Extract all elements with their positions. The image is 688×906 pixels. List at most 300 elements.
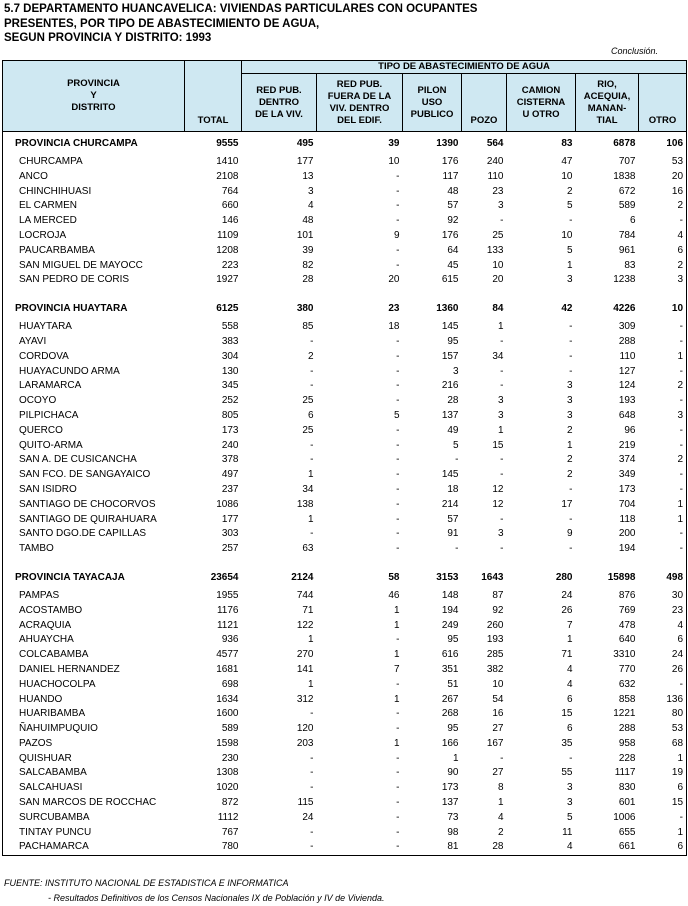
cell-pozo: 87 <box>492 589 504 601</box>
cell-red-pub-fuera: 10 <box>388 156 400 167</box>
cell-red-pub-fuera: 1 <box>393 649 400 661</box>
cell-pozo: 133 <box>486 244 504 256</box>
cell-rio: 173 <box>618 483 636 495</box>
spacer-cell <box>576 288 639 297</box>
cell-total: 2108 <box>216 170 239 182</box>
spacer-row <box>3 288 687 297</box>
cell-camion: 1 <box>566 259 573 271</box>
cell-pozo: 3 <box>497 409 504 421</box>
cell-pilon: - <box>455 454 459 466</box>
cell-pozo: 193 <box>486 634 504 646</box>
district-row <box>3 604 687 619</box>
cell-red-pub-dentro: - <box>310 782 314 794</box>
table-header <box>3 61 687 132</box>
cell-red-pub-dentro: - <box>310 826 314 838</box>
spacer-cell <box>317 288 403 297</box>
cell-otro: 6 <box>639 781 687 796</box>
cell-total: 130 <box>221 365 239 377</box>
cell-camion: 42 <box>561 303 573 315</box>
cell-otro: 3 <box>639 409 687 424</box>
cell-total: 1176 <box>216 604 239 616</box>
cell-rio: 3310 <box>613 649 636 661</box>
header-red-pub-dentro <box>242 74 317 132</box>
cell-camion: 5 <box>566 244 573 256</box>
cell-rio: 640 <box>618 634 636 646</box>
cell-pilon: 145 <box>441 469 459 481</box>
header-line: RED PUB. <box>336 78 383 90</box>
cell-name: HUARIBAMBA <box>3 707 185 722</box>
cell-name: CHINCHIHUASI <box>3 185 185 200</box>
cell-rio: 288 <box>618 335 636 347</box>
cell-red-pub-fuera: - <box>396 498 400 510</box>
district-row <box>3 678 687 693</box>
cell-rio: 704 <box>618 498 636 510</box>
cell-name: SURCUBAMBA <box>3 811 185 826</box>
cell-camion: 2 <box>566 469 573 481</box>
cell-red-pub-dentro: 312 <box>296 693 314 705</box>
cell-pilon: 57 <box>447 513 459 525</box>
cell-otro: 30 <box>639 589 687 604</box>
cell-red-pub-dentro: - <box>310 767 314 779</box>
cell-pozo: 16 <box>492 708 504 720</box>
cell-pozo: 84 <box>492 303 504 315</box>
district-row <box>3 722 687 737</box>
district-row <box>3 513 687 528</box>
cell-pozo: 285 <box>486 649 504 661</box>
cell-red-pub-fuera: - <box>396 469 400 481</box>
title-line-2: PRESENTES, POR TIPO DE ABASTECIMIENTO DE AGUA, <box>4 17 320 30</box>
cell-total: 303 <box>221 528 239 540</box>
cell-pozo: 1 <box>497 424 504 436</box>
cell-red-pub-dentro: - <box>310 335 314 347</box>
cell-otro: 4 <box>639 229 687 244</box>
cell-pilon: 1390 <box>436 138 459 149</box>
cell-red-pub-fuera: 58 <box>388 571 400 583</box>
cell-pozo: 3 <box>497 528 504 540</box>
header-line: U OTRO <box>522 108 560 120</box>
cell-pilon: 214 <box>441 498 459 510</box>
cell-pilon: 18 <box>447 483 459 495</box>
cell-pozo: 28 <box>462 840 507 855</box>
district-row <box>3 527 687 542</box>
cell-pilon: 28 <box>447 395 459 407</box>
cell-rio: 200 <box>618 528 636 540</box>
cell-red-pub-dentro: 85 <box>302 321 314 333</box>
cell-camion: 24 <box>561 589 573 601</box>
cell-red-pub-fuera: 1 <box>393 604 400 616</box>
cell-camion: 55 <box>561 767 573 779</box>
cell-pilon: 145 <box>441 321 459 333</box>
cell-red-pub-fuera: - <box>396 708 400 720</box>
cell-camion: - <box>569 543 573 555</box>
district-row <box>3 619 687 634</box>
cell-pozo: - <box>500 469 504 481</box>
cell-red-pub-dentro: 115 <box>297 797 314 809</box>
cell-otro: - <box>639 394 687 409</box>
cell-red-pub-dentro: 28 <box>302 274 314 286</box>
cell-pozo: 1 <box>497 321 504 333</box>
spacer-cell <box>576 557 639 566</box>
spacer-cell <box>3 557 185 566</box>
cell-camion: 10 <box>561 170 573 182</box>
cell-pilon: 216 <box>441 380 459 392</box>
cell-name: SANTIAGO DE CHOCORVOS <box>3 498 185 513</box>
cell-rio: 632 <box>618 678 636 690</box>
cell-camion: - <box>569 752 573 764</box>
cell-pilon: 615 <box>441 274 459 286</box>
cell-otro: 136 <box>639 693 687 708</box>
cell-pilon: 98 <box>447 826 459 838</box>
header-total: TOTAL <box>185 61 242 132</box>
cell-total: 1681 <box>216 663 239 675</box>
district-row <box>3 663 687 678</box>
cell-red-pub-fuera: - <box>396 723 400 735</box>
header-line: RED PUB. <box>256 84 302 96</box>
cell-otro: 68 <box>639 737 687 752</box>
cell-pilon: 268 <box>441 708 459 720</box>
cell-name: AYAVI <box>3 335 185 350</box>
cell-rio: 601 <box>618 797 636 809</box>
district-row <box>3 737 687 752</box>
cell-red-pub-dentro: 141 <box>296 663 314 675</box>
cell-red-pub-dentro: - <box>310 528 314 540</box>
cell-red-pub-dentro: 82 <box>302 259 314 271</box>
source-note: - Resultados Definitivos de los Censos Nacionales IX de Población y IV de Vivienda. <box>48 893 385 903</box>
cell-otro: 498 <box>639 566 687 589</box>
cell-total: 1308 <box>216 767 239 779</box>
cell-name: SAN ISIDRO <box>3 483 185 498</box>
cell-total: 23654 <box>210 571 239 583</box>
cell-red-pub-fuera: - <box>396 767 400 779</box>
cell-pozo: 8 <box>497 782 504 794</box>
cell-pozo: - <box>500 335 504 347</box>
cell-pozo: 260 <box>486 619 504 631</box>
cell-name: PAZOS <box>3 737 185 752</box>
cell-name: PACHAMARCA <box>3 840 185 855</box>
cell-rio: 15898 <box>607 571 636 583</box>
cell-pilon: 48 <box>447 185 459 197</box>
cell-red-pub-fuera: - <box>396 395 400 407</box>
cell-pozo: 1 <box>497 797 504 809</box>
cell-total: 805 <box>221 409 239 421</box>
cell-pozo: - <box>500 215 504 227</box>
cell-red-pub-fuera: - <box>396 350 400 362</box>
cell-rio: 118 <box>619 513 636 525</box>
cell-rio: 374 <box>618 454 636 466</box>
cell-red-pub-fuera: - <box>396 678 400 690</box>
cell-rio: 309 <box>618 321 636 333</box>
district-row <box>3 483 687 498</box>
cell-red-pub-dentro: 2 <box>307 350 314 362</box>
cell-red-pub-fuera: 1 <box>393 693 400 705</box>
cell-red-pub-fuera: 9 <box>393 229 400 241</box>
cell-pozo: 4 <box>497 811 504 823</box>
cell-total: 1112 <box>217 811 239 823</box>
title-line-1: 5.7 DEPARTAMENTO HUANCAVELICA: VIVIENDAS PARTICULARES CON OCUPANTES <box>4 3 478 15</box>
spacer-cell <box>639 288 687 297</box>
cell-total: 1634 <box>216 693 239 705</box>
cell-otro: 2 <box>639 259 687 274</box>
district-row <box>3 498 687 513</box>
cell-otro: 53 <box>639 722 687 737</box>
cell-red-pub-dentro: 744 <box>296 589 314 601</box>
cell-rio: 672 <box>618 185 636 197</box>
header-line: MANAN- <box>587 102 627 114</box>
cell-otro: - <box>639 320 687 335</box>
cell-red-pub-fuera: 7 <box>393 663 400 675</box>
cell-red-pub-fuera: - <box>396 424 400 436</box>
cell-red-pub-fuera: - <box>396 185 400 197</box>
cell-pilon: 137 <box>441 409 459 421</box>
cell-otro: - <box>639 424 687 439</box>
cell-pozo: 3 <box>497 200 504 212</box>
cell-pozo: 27 <box>492 767 504 779</box>
cell-camion: 47 <box>561 156 573 167</box>
cell-rio: 958 <box>618 737 636 749</box>
cell-camion: 1 <box>566 439 573 451</box>
district-row <box>3 796 687 811</box>
cell-otro: 53 <box>639 155 687 170</box>
province-row <box>3 297 687 320</box>
cell-pilon: 137 <box>441 797 459 809</box>
cell-pilon: 173 <box>441 782 459 794</box>
cell-otro: - <box>639 214 687 229</box>
cell-name: SALCAHUASI <box>3 781 185 796</box>
cell-otro: - <box>639 439 687 454</box>
district-row <box>3 229 687 244</box>
district-row <box>3 335 687 350</box>
district-row <box>3 273 687 288</box>
cell-pozo: - <box>500 454 504 466</box>
header-line: ACEQUIA, <box>583 90 631 102</box>
cell-camion: 3 <box>566 274 573 286</box>
cell-red-pub-fuera: 46 <box>388 589 400 601</box>
cell-rio: 1238 <box>613 274 636 286</box>
district-row <box>3 185 687 200</box>
cell-otro: - <box>639 678 687 693</box>
spacer-cell <box>317 557 403 566</box>
cell-red-pub-dentro: 120 <box>296 723 314 735</box>
cell-rio: 228 <box>618 752 636 764</box>
cell-red-pub-fuera: - <box>396 335 400 347</box>
cell-rio: 961 <box>618 244 636 256</box>
cell-pozo: 20 <box>492 274 504 286</box>
cell-total: 660 <box>221 200 239 212</box>
cell-total: 1109 <box>216 229 239 241</box>
cell-pilon: 1360 <box>436 303 459 315</box>
cell-total: 1600 <box>216 708 239 720</box>
cell-red-pub-dentro: 495 <box>296 138 314 149</box>
district-row <box>3 379 687 394</box>
header-rio-acequia <box>576 74 639 132</box>
cell-pilon: 95 <box>447 723 459 735</box>
cell-red-pub-dentro: 1 <box>307 513 314 525</box>
cell-camion: 4 <box>507 840 576 855</box>
spacer-cell <box>403 288 462 297</box>
cell-total: 345 <box>221 380 239 392</box>
cell-name: ACOSTAMBO <box>3 604 185 619</box>
cell-total: 764 <box>221 185 239 197</box>
district-row <box>3 409 687 424</box>
cell-pozo: 3 <box>497 395 504 407</box>
header-line: DE LA VIV. <box>255 108 303 120</box>
cell-pozo: 240 <box>486 156 504 167</box>
district-row <box>3 648 687 663</box>
cell-camion: - <box>569 483 573 495</box>
cell-total: 146 <box>221 215 239 227</box>
cell-camion: 3 <box>566 782 573 794</box>
cell-total: 230 <box>221 752 239 764</box>
cell-total: 767 <box>221 826 239 838</box>
cell-red-pub-dentro: 138 <box>296 498 314 510</box>
cell-name: DANIEL HERNANDEZ <box>3 663 185 678</box>
cell-rio: 1838 <box>613 170 636 182</box>
cell-pilon: 194 <box>441 604 459 616</box>
cell-camion: 35 <box>561 737 573 749</box>
cell-camion: 6 <box>566 693 573 705</box>
cell-pilon: 176 <box>441 156 459 167</box>
spacer-cell <box>462 288 507 297</box>
cell-camion: 280 <box>555 571 573 583</box>
district-row <box>3 453 687 468</box>
cell-red-pub-dentro: 39 <box>302 244 314 256</box>
cell-pilon: 616 <box>441 649 459 661</box>
cell-camion: 15 <box>561 708 573 720</box>
cell-total: 237 <box>221 483 239 495</box>
cell-otro: - <box>639 365 687 380</box>
cell-name: LOCROJA <box>3 229 185 244</box>
cell-otro: 26 <box>639 663 687 678</box>
cell-total: 378 <box>221 454 239 466</box>
spacer-cell <box>403 557 462 566</box>
cell-otro: 15 <box>639 796 687 811</box>
cell-red-pub-dentro: 177 <box>296 156 314 167</box>
cell-name: SAN PEDRO DE CORIS <box>3 273 185 288</box>
cell-pilon: 148 <box>441 589 459 601</box>
cell-total: 383 <box>221 335 239 347</box>
cell-pozo: - <box>500 365 504 377</box>
cell-red-pub-dentro: - <box>310 365 314 377</box>
cell-camion: 3 <box>566 395 573 407</box>
cell-name: COLCABAMBA <box>3 648 185 663</box>
cell-red-pub-dentro: - <box>242 840 317 855</box>
cell-rio: 193 <box>618 395 636 407</box>
district-row <box>3 693 687 708</box>
district-row <box>3 633 687 648</box>
cell-name: SAN MARCOS DE ROCCHAC <box>3 796 185 811</box>
cell-name: ACRAQUIA <box>3 619 185 634</box>
cell-rio: 1221 <box>613 708 636 720</box>
district-row <box>3 542 687 557</box>
spacer-cell <box>462 557 507 566</box>
cell-red-pub-fuera: - <box>396 752 400 764</box>
cell-pozo: 27 <box>492 723 504 735</box>
cell-pozo: 2 <box>497 826 504 838</box>
cell-red-pub-dentro: 1 <box>307 469 314 481</box>
cell-name: SALCABAMBA <box>3 766 185 781</box>
cell-rio: 707 <box>618 156 636 167</box>
cell-red-pub-dentro: 270 <box>296 649 314 661</box>
cell-otro: - <box>639 483 687 498</box>
district-row <box>3 199 687 214</box>
source-footer <box>4 876 385 906</box>
water-supply-table <box>2 60 687 856</box>
cell-otro: 1 <box>639 826 687 841</box>
cell-rio: 1117 <box>614 767 636 779</box>
cell-red-pub-dentro: - <box>310 708 314 720</box>
spacer-cell <box>3 288 185 297</box>
district-row <box>3 214 687 229</box>
cell-rio: 124 <box>618 380 636 392</box>
cell-red-pub-dentro: 1 <box>307 678 314 690</box>
header-provincia: PROVINCIA <box>67 78 120 89</box>
cell-rio: 478 <box>618 619 636 631</box>
cell-red-pub-dentro: - <box>310 439 314 451</box>
cell-rio: 6 <box>629 215 636 227</box>
district-row <box>3 826 687 841</box>
cell-camion: 26 <box>561 604 573 616</box>
cell-red-pub-dentro: 71 <box>302 604 314 616</box>
cell-red-pub-fuera: - <box>396 365 400 377</box>
header-line: FUERA DE LA <box>327 90 392 102</box>
cell-pozo: 12 <box>492 498 504 510</box>
cell-total: 1410 <box>216 156 239 167</box>
cell-red-pub-dentro: 24 <box>302 811 314 823</box>
district-row <box>3 365 687 380</box>
cell-name: HUACHOCOLPA <box>3 678 185 693</box>
cell-rio: 194 <box>618 543 636 555</box>
header-line: POZO <box>470 115 498 126</box>
province-row <box>3 132 687 156</box>
cell-total: 1927 <box>216 274 239 286</box>
header-line: OTRO <box>648 115 677 126</box>
cell-total: 257 <box>221 543 239 555</box>
source-text: FUENTE: INSTITUTO NACIONAL DE ESTADISTICA E INFORMATICA <box>4 878 289 888</box>
cell-otro: 4 <box>639 619 687 634</box>
cell-camion: 4 <box>566 663 573 675</box>
cell-rio: 4226 <box>613 303 636 315</box>
table-title <box>4 2 477 46</box>
cell-total: 1020 <box>216 782 239 794</box>
cell-red-pub-fuera: - <box>396 200 400 212</box>
cell-red-pub-fuera: - <box>396 513 400 525</box>
cell-name: SAN A. DE CUSICANCHA <box>3 453 185 468</box>
header-line: PILON <box>417 84 447 96</box>
cell-red-pub-dentro: 25 <box>302 395 314 407</box>
cell-name: QUITO-ARMA <box>3 439 185 454</box>
cell-otro: 24 <box>639 648 687 663</box>
district-row <box>3 766 687 781</box>
cell-name: EL CARMEN <box>3 199 185 214</box>
cell-camion: 6 <box>566 723 573 735</box>
header-line: CISTERNA <box>516 96 566 108</box>
cell-pilon: 45 <box>447 259 459 271</box>
cell-otro: - <box>639 542 687 557</box>
cell-pilon: 5 <box>452 439 459 451</box>
cell-pilon: 176 <box>441 229 459 241</box>
cell-pozo: 23 <box>492 185 504 197</box>
cell-rio: 770 <box>618 663 636 675</box>
cell-pilon: 73 <box>447 811 459 823</box>
cell-camion: 2 <box>566 424 573 436</box>
spacer-cell <box>639 557 687 566</box>
cell-red-pub-fuera: - <box>396 215 400 227</box>
cell-otro: 80 <box>639 707 687 722</box>
cell-total: 1955 <box>216 589 239 601</box>
cell-total: 497 <box>221 469 239 481</box>
cell-otro: 19 <box>639 766 687 781</box>
cell-pilon: 49 <box>447 424 459 436</box>
